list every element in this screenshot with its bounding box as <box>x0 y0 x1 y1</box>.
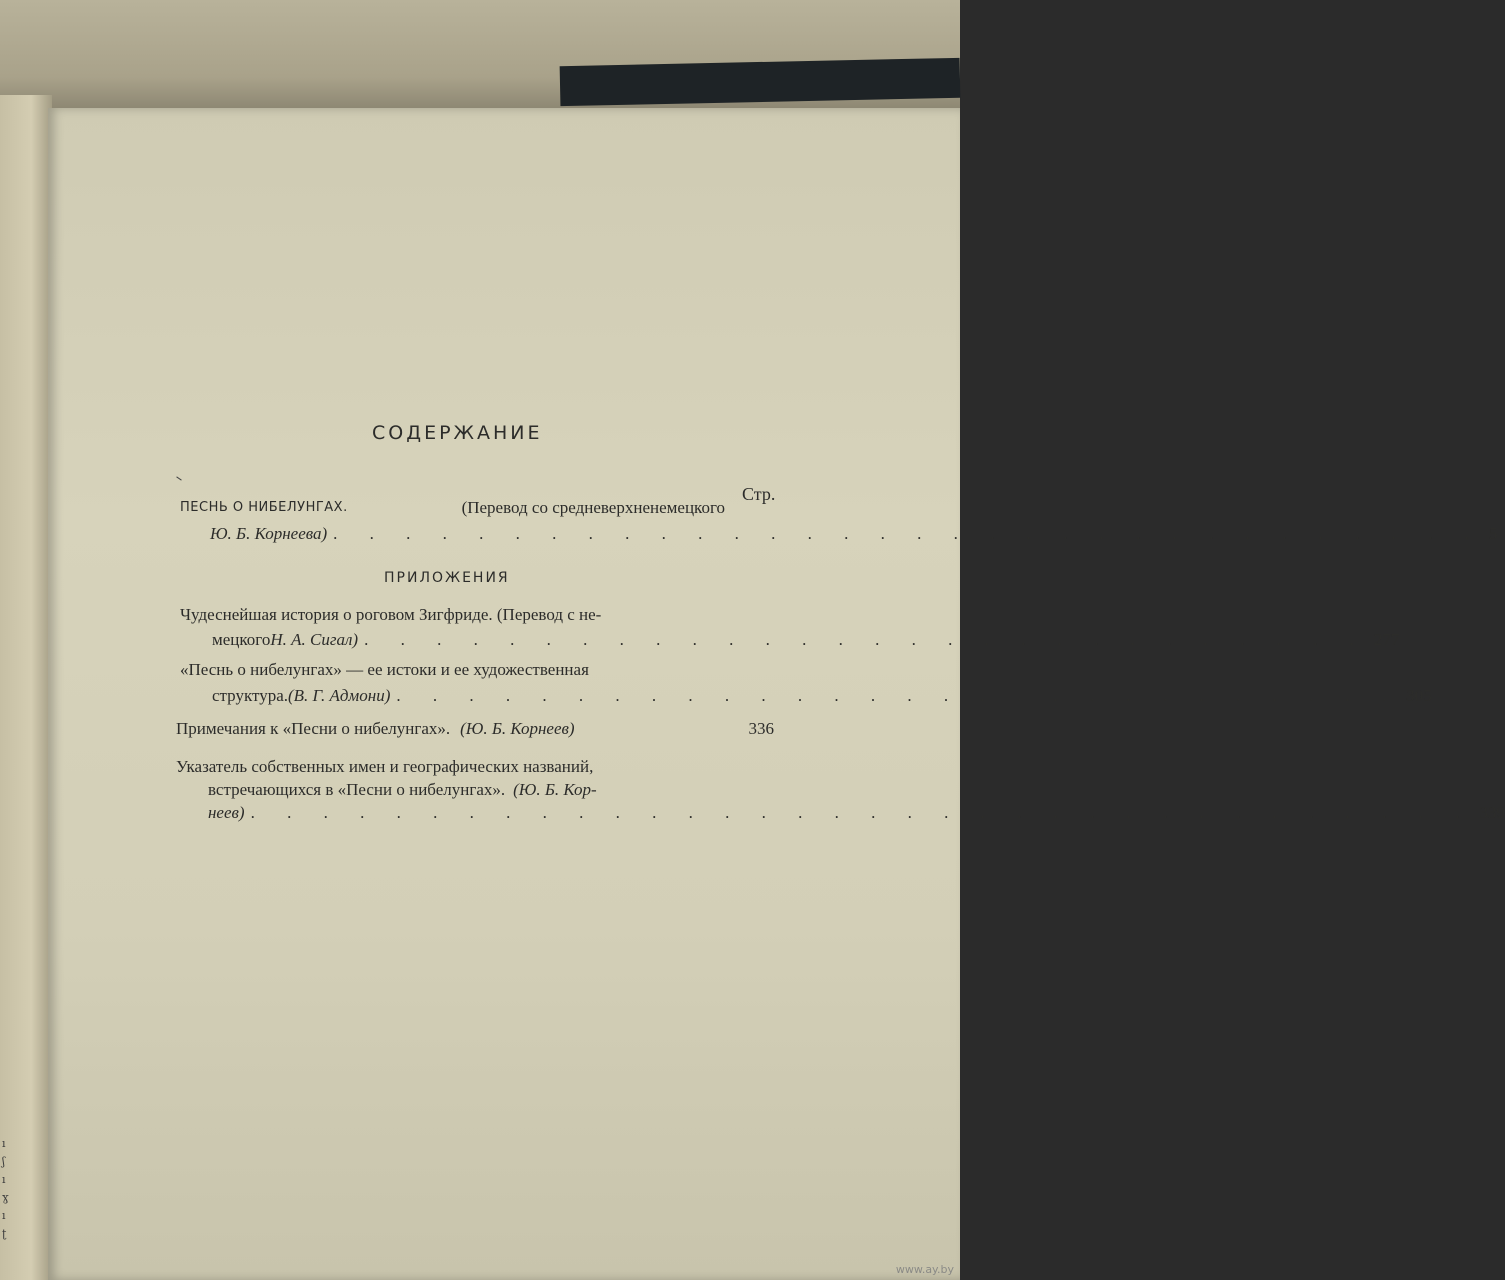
entry-1-author: Н. А. Сигал) <box>270 630 359 649</box>
main-entry-author: Ю. Б. Корнеева) <box>210 524 328 543</box>
entry-3-author: (Ю. Б. Корнеев) <box>460 719 575 738</box>
entry-3-page: 336 <box>748 719 774 738</box>
entry-4-line2-plain: встречающихся в «Песни о нибелунгах». <box>208 780 506 799</box>
book-cover-edge <box>560 58 961 106</box>
toc-title: СОДЕРЖАНИЕ <box>372 422 543 444</box>
entry-4-page: 339 <box>1479 803 1505 822</box>
dot-leader: . . . . . . . . . . . . . . . . . . . . . . . . . . . . <box>396 686 1401 705</box>
dot-leader: . . . . . . . . . . . . . . . . . . . . . . . . . . . . <box>364 630 1368 649</box>
entry-2-author: (В. Г. Адмони) <box>288 686 391 705</box>
entry-3-line1 <box>176 716 774 742</box>
watermark: www.ay.by <box>895 1263 954 1276</box>
entry-4-line1: Указатель собственных имен и географических названий, <box>176 757 594 776</box>
page-column-label: Стр. <box>742 484 776 504</box>
entry-1-line2-plain: мецкого <box>212 630 271 649</box>
entry-1-line2 <box>212 627 1400 653</box>
left-page-edge <box>0 95 52 1280</box>
dot-leader: . . . . . . . . . . . . . . . . . . . . . . . . . . . . . . . . . . <box>250 803 1474 822</box>
main-entry-line2 <box>210 521 1498 547</box>
main-entry-page: 5 <box>1488 524 1498 543</box>
entry-2-page: 305 <box>1406 686 1432 705</box>
main-entry-line1-rest: (Перевод со средневерхненемецкого <box>461 498 725 517</box>
entry-2-line2-plain: структура. <box>212 686 288 705</box>
entry-2-line1: «Песнь о нибелунгах» — ее истоки и ее художественная <box>180 660 589 679</box>
entry-2-line2 <box>212 683 1432 709</box>
entry-1-line1: Чудеснейшая история о роговом Зигфриде. (Перевод с не- <box>180 605 602 624</box>
entry-4-author-part1: (Ю. Б. Кор- <box>513 780 597 799</box>
main-entry-line1 <box>180 495 725 521</box>
entry-4-line3 <box>208 800 1505 826</box>
main-entry-title-caps: ПЕСНЬ О НИБЕЛУНГАХ. <box>180 500 348 515</box>
entry-1-page: 277 <box>1373 630 1400 649</box>
entry-3-line1-plain: Примечания к «Песни о нибелунгах». <box>176 719 451 738</box>
section-heading: ПРИЛОЖЕНИЯ <box>384 570 510 586</box>
dot-leader: . . . . . . . . . . . . . . . . . . . . . . . . . . . . . . . . <box>333 524 1483 543</box>
left-page-marks: ı ʃ ı ɣ ı ʈ <box>2 1137 9 1240</box>
entry-4-author-part2: неев) <box>208 803 245 822</box>
